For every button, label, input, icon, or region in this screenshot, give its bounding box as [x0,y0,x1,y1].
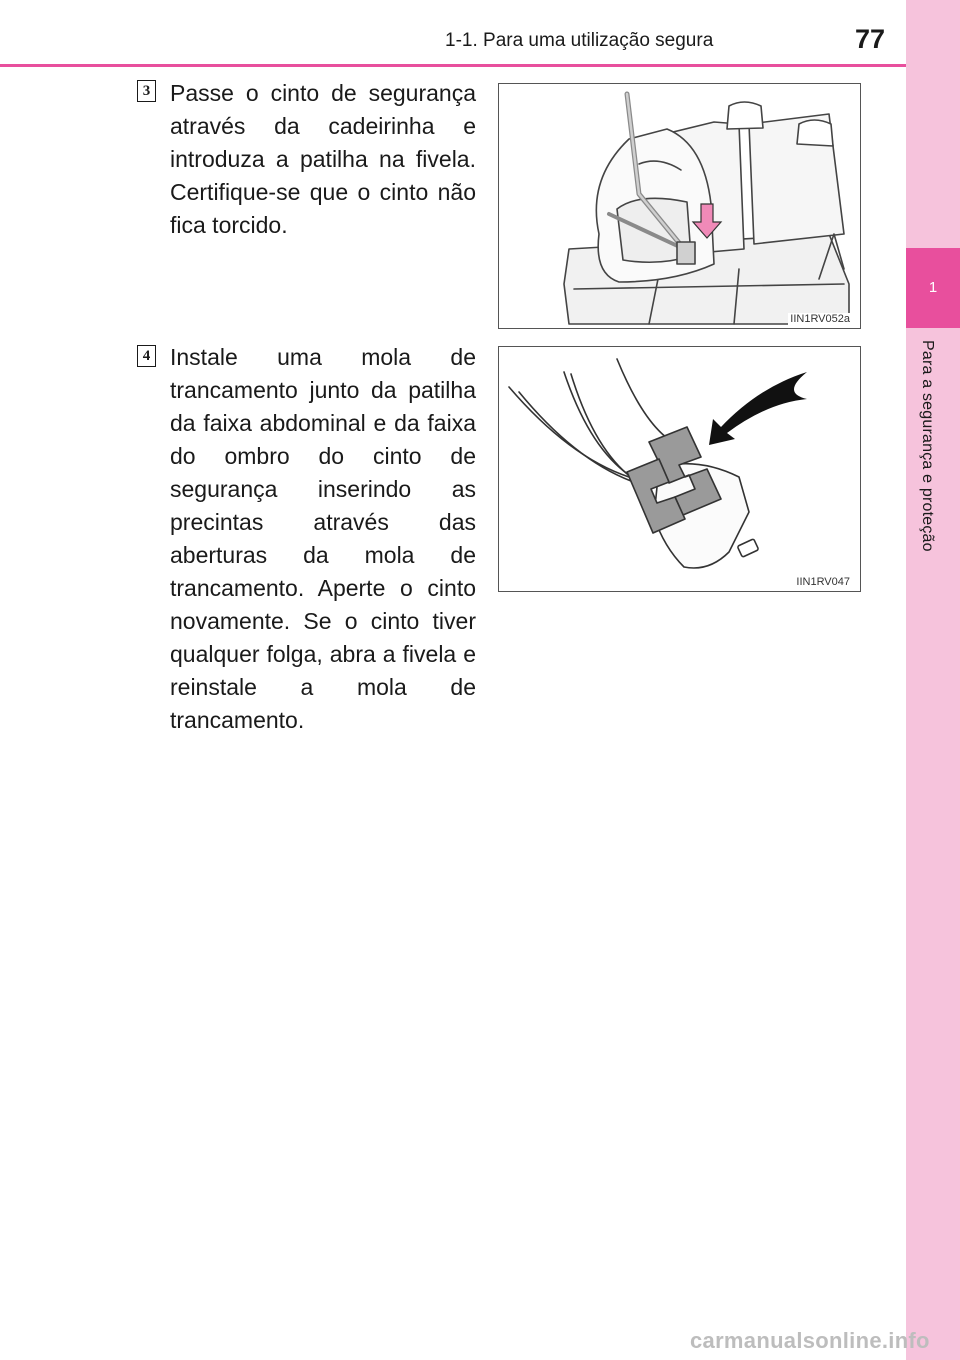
chapter-side-tab [906,0,960,1360]
page-number: 77 [855,24,886,54]
step-4-badge: 4 [137,345,156,367]
figure-code-step-4: IIN1RV047 [796,576,850,588]
step-4-text: Instale uma mola de trancamento junto da patilha da faixa abdominal e da faixa do ombro do cinto de segurança inserindo as precintas através das aberturas da mola de trancamento. Aperte o cinto novamente. Se o cinto tiver qualquer folga, abra a fivela e reinstale a mola de trancamento. [170,344,476,733]
locking-clip-illustration-icon [499,347,859,590]
step-3-text: Passe o cinto de segurança através da cadeirinha e introduza a patilha na fivela. Certifique-se que o cinto não fica torcido. [170,80,476,238]
locking-clip-figure [498,346,861,592]
header-rule [0,64,906,67]
footer-watermark: carmanualsonline.info [690,1328,930,1353]
child-seat-figure [498,83,861,329]
chapter-title-vertical: Para a segurança e proteção [919,340,936,552]
figure-code-step-3: IIN1RV052a [790,313,850,325]
chapter-number-tab: 1 [906,248,960,328]
child-seat-seatbelt-illustration-icon [499,84,859,327]
step-3-badge: 3 [137,80,156,102]
section-title: 1-1. Para uma utilização segura [445,30,714,51]
